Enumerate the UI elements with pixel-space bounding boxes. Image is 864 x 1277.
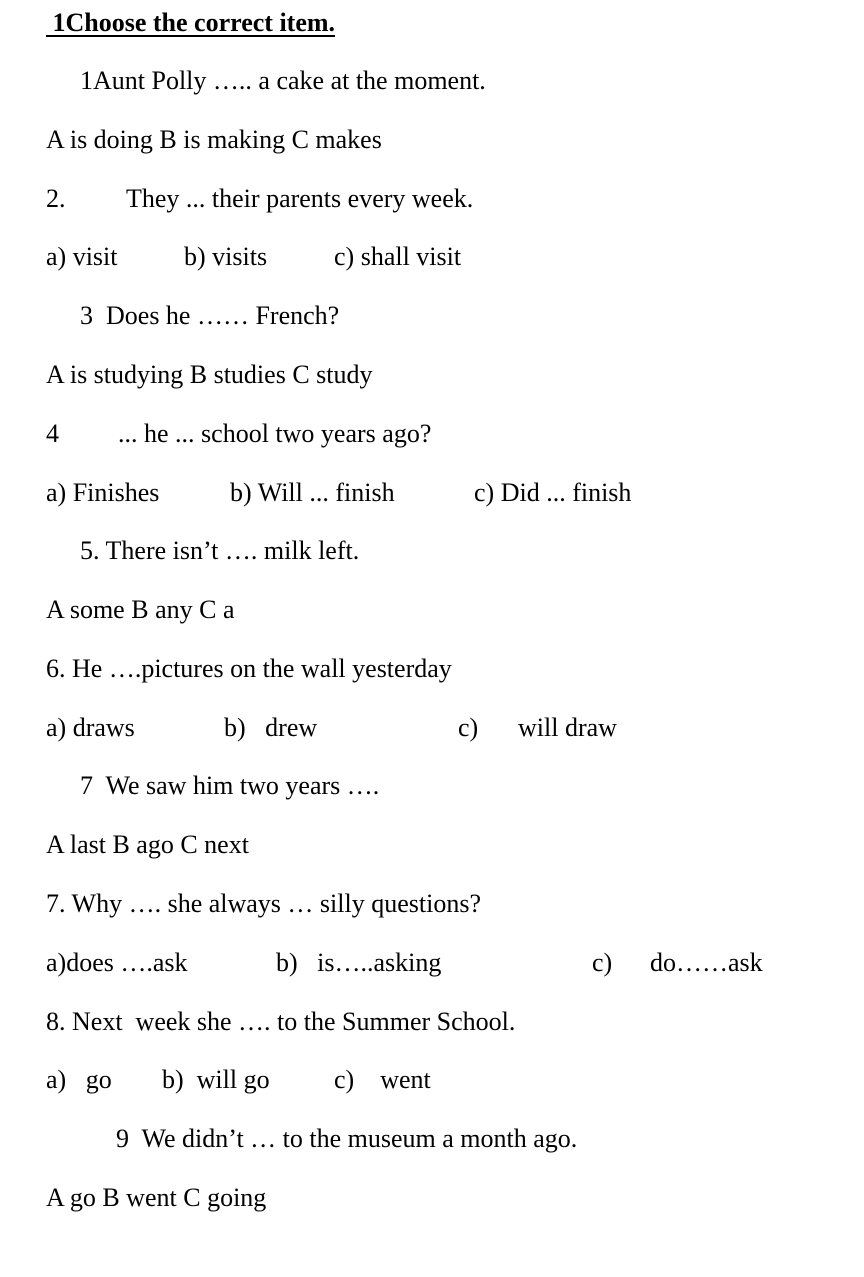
answer-7b-a: a)does ….ask — [46, 948, 188, 977]
question-2-number: 2. — [46, 184, 66, 213]
question-7a: 7 We saw him two years …. — [80, 771, 380, 800]
question-1: 1Aunt Polly ….. a cake at the moment. — [80, 66, 486, 95]
answer-7b-b: b) is…..asking — [276, 948, 442, 977]
answer-8b: b) will go — [162, 1065, 270, 1094]
question-9: 9 We didn’t … to the museum a month ago. — [116, 1124, 578, 1153]
answer-6a: a) draws — [46, 713, 135, 742]
exercise-title: 1Choose the correct item. — [46, 8, 336, 37]
answers-5: A some B any C a — [46, 595, 235, 624]
answer-6c-label: c) — [458, 713, 479, 742]
answer-8a: a) go — [46, 1065, 112, 1094]
answer-7b-c-label: c) — [592, 948, 613, 977]
answer-4b: b) Will ... finish — [230, 478, 395, 507]
answers-7a: A last B ago C next — [46, 830, 249, 859]
answers-1: A is doing B is making C makes — [46, 125, 382, 154]
answer-2b: b) visits — [184, 242, 268, 271]
answers-9: A go B went C going — [46, 1183, 267, 1212]
answer-7b-c-text: do……ask — [650, 948, 763, 977]
question-7b: 7. Why …. she always … silly questions? — [46, 889, 481, 918]
question-4-number: 4 — [46, 419, 59, 448]
answer-6b: b) drew — [224, 713, 318, 742]
answer-8c: c) went — [334, 1065, 431, 1094]
question-4-text: ... he ... school two years ago? — [118, 419, 432, 448]
question-5: 5. There isn’t …. milk left. — [80, 536, 360, 565]
answer-2a: a) visit — [46, 242, 118, 271]
answers-3: A is studying B studies C study — [46, 360, 373, 389]
answer-6c-text: will draw — [518, 713, 617, 742]
answer-2c: c) shall visit — [334, 242, 462, 271]
question-3: 3 Does he …… French? — [80, 301, 340, 330]
answer-4c: c) Did ... finish — [474, 478, 632, 507]
question-2-text: They ... their parents every week. — [126, 184, 474, 213]
question-6: 6. He ….pictures on the wall yesterday — [46, 654, 452, 683]
question-8: 8. Next week she …. to the Summer School. — [46, 1007, 516, 1036]
answer-4a: a) Finishes — [46, 478, 160, 507]
